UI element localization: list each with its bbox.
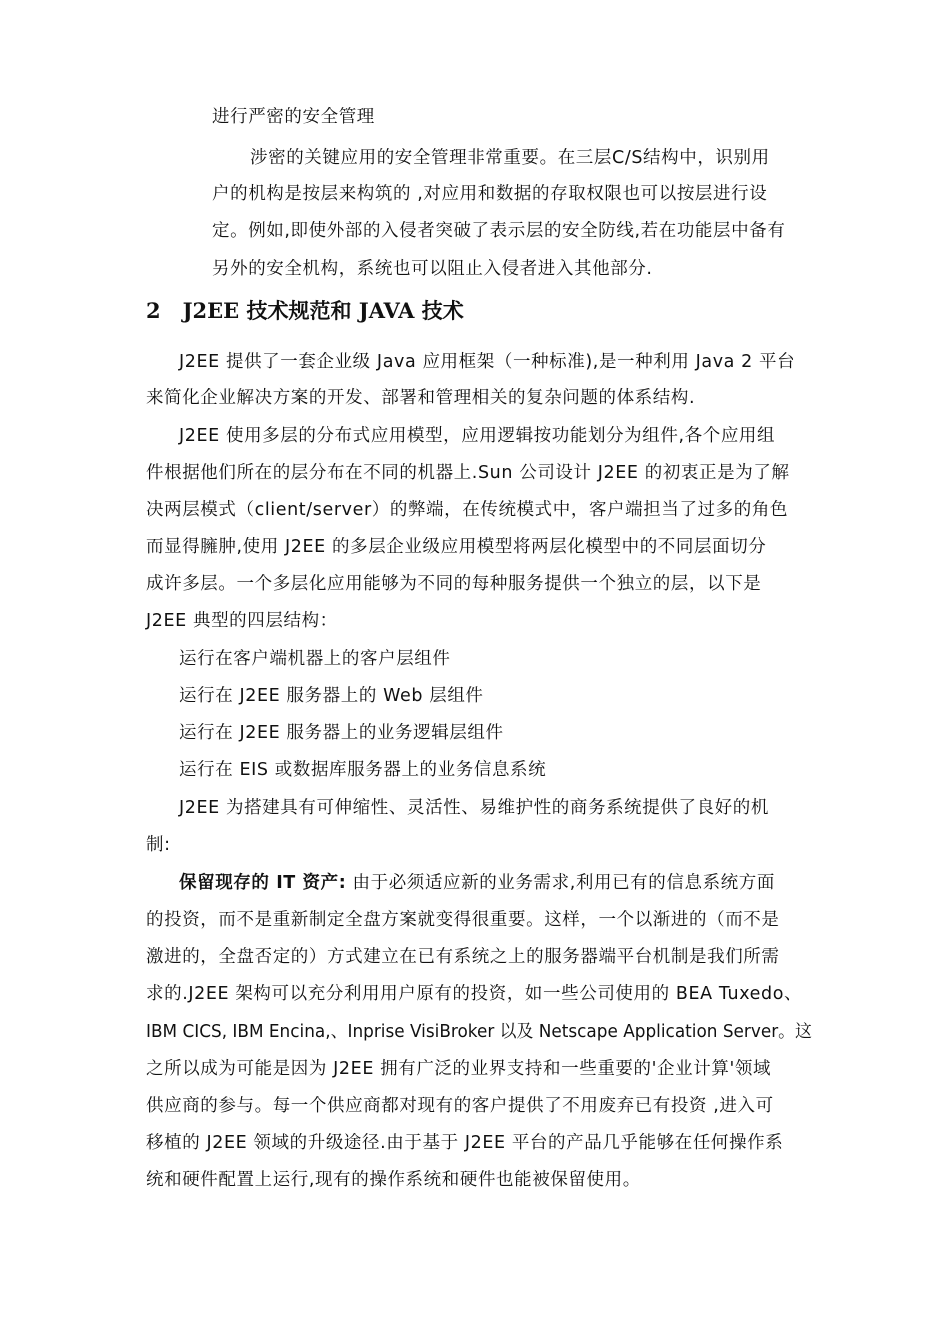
text-line: 来简化企业解决方案的开发、部署和管理相关的复杂问题的体系结构. — [146, 388, 696, 408]
list-item: 运行在客户端机器上的客户层组件 — [179, 649, 451, 669]
text-line: 移植的 J2EE 领域的升级途径.由于基于 J2EE 平台的产品几乎能够在任何操作系 — [146, 1133, 784, 1153]
text-line: J2EE 典型的四层结构： — [146, 611, 338, 631]
text-line: 激进的，全盘否定的）方式建立在已有系统之上的服务器端平台机制是我们所需 — [146, 947, 780, 967]
bold-lead: 保留现存的 IT 资产: — [179, 873, 347, 893]
text-line: IBM CICS, IBM Encina,、Inprise VisiBroker 以及 Netscape Application Server。这 — [146, 1022, 812, 1042]
text-line: 而显得臃肿,使用 J2EE 的多层企业级应用模型将两层化模型中的不同层面切分 — [146, 537, 767, 557]
text-line: J2EE 为搭建具有可伸缩性、灵活性、易维护性的商务系统提供了良好的机 — [179, 798, 769, 818]
text-line: 成许多层。一个多层化应用能够为不同的每种服务提供一个独立的层，以下是 — [146, 574, 762, 594]
text-line: 另外的安全机构，系统也可以阻止入侵者进入其他部分. — [212, 259, 653, 279]
text-line: 进行严密的安全管理 — [212, 107, 375, 127]
text-line: 供应商的参与。每一个供应商都对现有的客户提供了不用废弃已有投资 ,进入可 — [146, 1096, 774, 1116]
text-line: 户的机构是按层来构筑的 ,对应用和数据的存取权限也可以按层进行设 — [212, 184, 768, 204]
text-line: 决两层模式（client/server）的弊端，在传统模式中，客户端担当了过多的角色 — [146, 500, 789, 520]
text-line: J2EE 提供了一套企业级 Java 应用框架（一种标准),是一种利用 Java 2 平台 — [179, 352, 796, 372]
list-item: 运行在 EIS 或数据库服务器上的业务信息系统 — [179, 760, 547, 780]
text-line: 定。例如,即使外部的入侵者突破了表示层的安全防线,若在功能层中备有 — [212, 221, 786, 241]
section-number: 2 — [146, 298, 161, 323]
list-item: 运行在 J2EE 服务器上的 Web 层组件 — [179, 686, 484, 706]
text-line: 的投资，而不是重新制定全盘方案就变得很重要。这样，一个以渐进的（而不是 — [146, 910, 780, 930]
text-span: 由于必须适应新的业务需求,利用已有的信息系统方面 — [346, 873, 775, 893]
list-item: 运行在 J2EE 服务器上的业务逻辑层组件 — [179, 723, 504, 743]
text-line: 统和硬件配置上运行,现有的操作系统和硬件也能被保留使用。 — [146, 1170, 641, 1190]
text-line — [179, 872, 775, 894]
text-line: 涉密的关键应用的安全管理非常重要。在三层C/S结构中，识别用 — [250, 148, 770, 168]
text-line: 之所以成为可能是因为 J2EE 拥有广泛的业界支持和一些重要的'企业计算'领域 — [146, 1059, 772, 1079]
text-line: 制: — [146, 835, 171, 855]
text-line: 求的.J2EE 架构可以充分利用用户原有的投资，如一些公司使用的 BEA Tuxedo、 — [146, 984, 803, 1004]
text-line: 件根据他们所在的层分布在不同的机器上.Sun 公司设计 J2EE 的初衷正是为了解 — [146, 463, 790, 483]
section-heading — [146, 298, 464, 324]
section-title: J2EE 技术规范和 JAVA 技术 — [182, 298, 464, 323]
text-line: J2EE 使用多层的分布式应用模型，应用逻辑按功能划分为组件,各个应用组 — [179, 426, 776, 446]
